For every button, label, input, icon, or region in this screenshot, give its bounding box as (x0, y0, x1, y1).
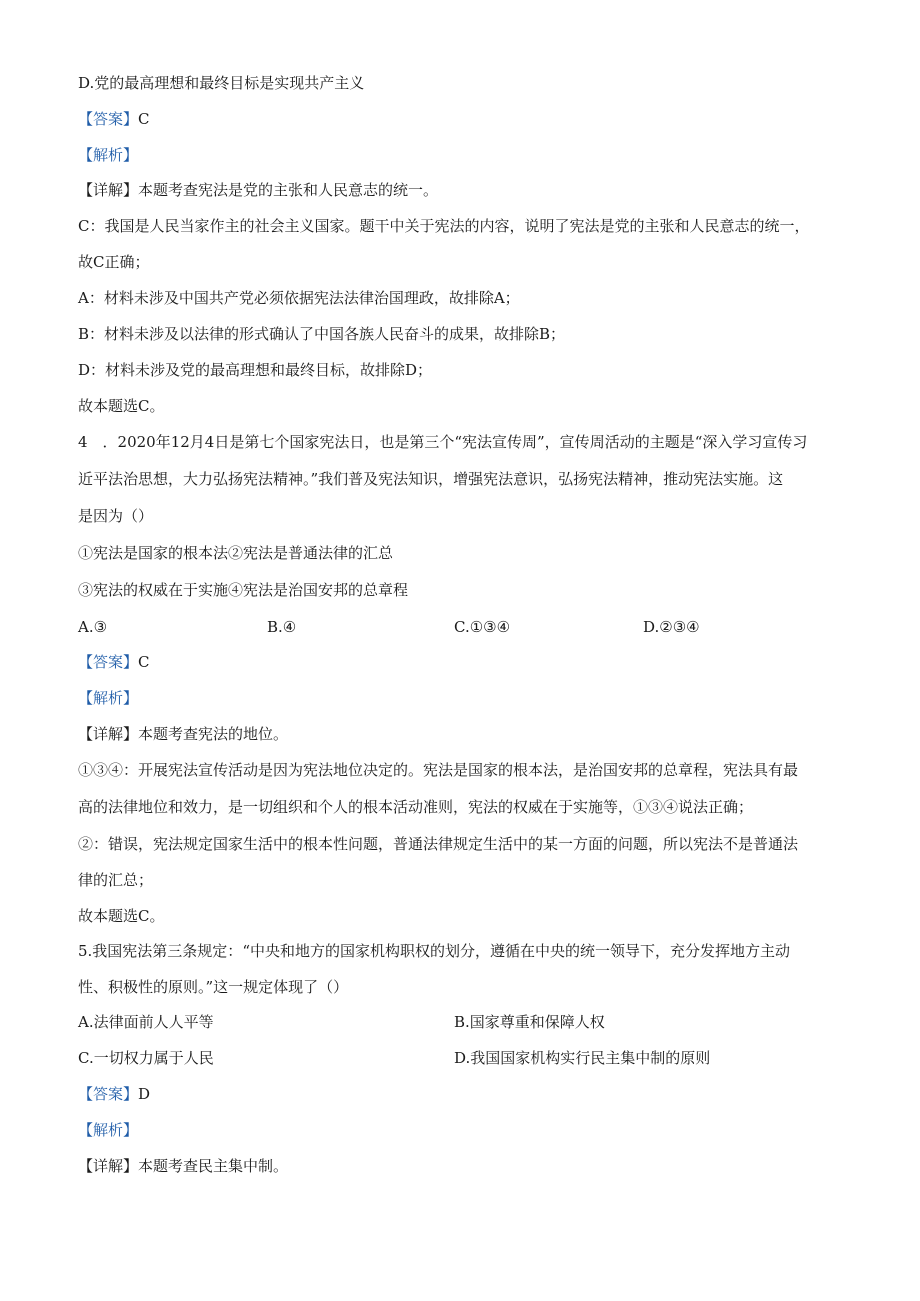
q4-explanation-1b: 高的法律地位和效力，是一切组织和个人的根本活动准则，宪法的权威在于实施等，①③④说法正确； (78, 798, 754, 816)
q3-explanation-b: B：材料未涉及以法律的形式确认了中国各族人民奋斗的成果，故排除B； (78, 325, 566, 343)
q3-explanation-c-1: C：我国是人民当家作主的社会主义国家。题干中关于宪法的内容，说明了宪法是党的主张和人民意志的统一， (78, 217, 810, 235)
detail-tag: 【详解】 (78, 725, 139, 743)
q5-option-d: D.我国国家机构实行民主集中制的原则 (454, 1049, 711, 1067)
q4-conclusion: 故本题选C。 (78, 907, 165, 925)
answer-tag: 【答案】 (78, 110, 139, 128)
q3-explanation-a: A：材料未涉及中国共产党必须依据宪法法律治国理政，故排除A； (78, 289, 520, 307)
q3-answer (78, 109, 838, 129)
q5-option-b: B.国家尊重和保障人权 (454, 1013, 605, 1031)
q3-detail (78, 180, 838, 200)
q4-stem-3: 是因为（） (78, 507, 154, 525)
detail-tag: 【详解】 (78, 181, 139, 199)
q3-explanation-c-2: 故C正确； (78, 253, 150, 271)
q5-option-a: A.法律面前人人平等 (78, 1013, 214, 1031)
q4-explanation-1a: ①③④：开展宪法宣传活动是因为宪法地位决定的。宪法是国家的根本法，是治国安邦的总章程，宪法具有最 (78, 761, 799, 779)
q4-stem-2: 近平法治思想，大力弘扬宪法精神。”我们普及宪法知识，增强宪法意识，弘扬宪法精神，推动宪法实施。这 (78, 470, 784, 488)
q4-option-b: B.④ (267, 618, 297, 636)
q5-analysis-tag: 【解析】 (78, 1121, 139, 1139)
q4-statement-2: ③宪法的权威在于实施④宪法是治国安邦的总章程 (78, 581, 409, 599)
answer-value: C (138, 653, 150, 671)
q5-answer (78, 1084, 838, 1104)
answer-value: C (138, 110, 150, 128)
q4-detail (78, 724, 838, 744)
detail-text: 本题考查宪法是党的主张和人民意志的统一。 (138, 181, 439, 199)
q3-explanation-d: D：材料未涉及党的最高理想和最终目标，故排除D； (78, 361, 433, 379)
q3-option-d: D.党的最高理想和最终目标是实现共产主义 (78, 74, 365, 92)
q5-detail (78, 1156, 838, 1176)
q4-explanation-2b: 律的汇总； (78, 871, 154, 889)
answer-value: D (138, 1085, 151, 1103)
detail-tag: 【详解】 (78, 1157, 139, 1175)
answer-tag: 【答案】 (78, 653, 139, 671)
q4-option-d: D.②③④ (643, 618, 700, 636)
q3-analysis-tag: 【解析】 (78, 146, 139, 164)
detail-text: 本题考查民主集中制。 (138, 1157, 289, 1175)
q4-stem-1: 4 ．2020年12月4日是第七个国家宪法日，也是第三个“宪法宣传周”，宣传周活动的主题是“深入学习宣传习 (78, 433, 808, 451)
q4-explanation-2a: ②：错误，宪法规定国家生活中的根本性问题，普通法律规定生活中的某一方面的问题，所以宪法不是普通法 (78, 835, 799, 853)
q4-statement-1: ①宪法是国家的根本法②宪法是普通法律的汇总 (78, 544, 394, 562)
q4-option-a: A.③ (78, 618, 108, 636)
q4-answer (78, 652, 838, 672)
q3-conclusion: 故本题选C。 (78, 397, 165, 415)
q4-option-c: C.①③④ (454, 618, 511, 636)
detail-text: 本题考查宪法的地位。 (138, 725, 289, 743)
q5-stem-1: 5.我国宪法第三条规定：“中央和地方的国家机构职权的划分，遵循在中央的统一领导下，充分发挥地方主动 (78, 942, 790, 960)
answer-tag: 【答案】 (78, 1085, 139, 1103)
q5-stem-2: 性、积极性的原则。”这一规定体现了（） (78, 978, 349, 996)
q5-option-c: C.一切权力属于人民 (78, 1049, 214, 1067)
q4-analysis-tag: 【解析】 (78, 689, 139, 707)
